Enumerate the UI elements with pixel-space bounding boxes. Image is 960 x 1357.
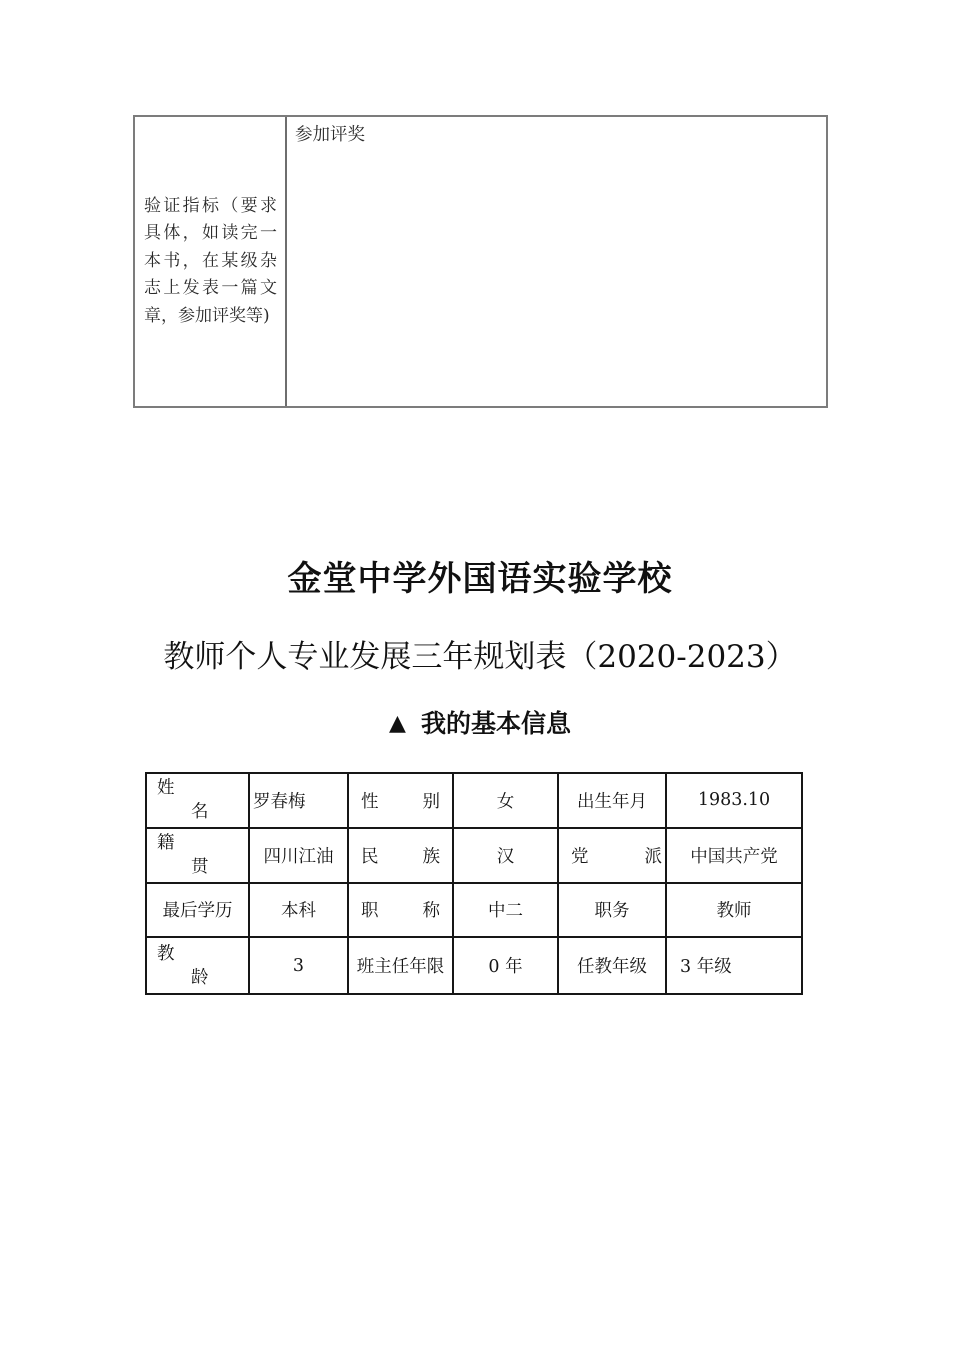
hometown-label-line1: 籍 [157, 833, 175, 854]
name-label-line1: 姓 [157, 778, 175, 799]
teaching-age-label-cell [147, 938, 250, 993]
gender-label-right: 别 [422, 791, 440, 812]
party-label-cell [559, 829, 667, 884]
hometown-value-cell: 四川江油 [250, 829, 349, 884]
name-label-cell [147, 774, 250, 829]
section-title: 我的基本信息 [420, 709, 571, 738]
birthdate-value-cell: 1983.10 [667, 774, 801, 829]
gender-label-left: 性 [361, 791, 379, 812]
teaching-grade-value-cell: 3 年级 [680, 957, 732, 978]
hometown-label-line2: 贯 [191, 857, 209, 878]
teaching-age-value-cell: 3 [250, 938, 349, 993]
duty-label-cell: 职务 [559, 884, 667, 939]
hometown-label-cell [147, 829, 250, 884]
teaching-age-label-line2: 龄 [191, 967, 209, 988]
school-title: 金堂中学外国语实验学校 [287, 559, 673, 599]
headteacher-years-value-cell: 0 年 [454, 938, 559, 993]
teaching-grade-label-cell: 任教年级 [559, 938, 667, 993]
name-value-cell: 罗春梅 [250, 774, 349, 829]
duty-value-cell: 教师 [667, 884, 801, 939]
party-value-cell: 中国共产党 [667, 829, 801, 884]
education-value-cell: 本科 [250, 884, 349, 939]
document-title: 教师个人专业发展三年规划表（2020-2023） [163, 639, 797, 675]
ethnicity-label-right: 族 [422, 846, 440, 867]
indicator-label-cell [135, 117, 287, 406]
teaching-age-label-line1: 教 [157, 943, 175, 964]
prof-title-label-right: 称 [422, 901, 440, 922]
education-label-cell: 最后学历 [147, 884, 250, 939]
name-label-line2: 名 [191, 802, 209, 823]
headteacher-years-label-cell: 班主任年限 [349, 938, 454, 993]
prof-title-value-cell: 中二 [454, 884, 559, 939]
indicator-content-cell [287, 117, 826, 406]
birthdate-label-cell: 出生年月 [559, 774, 667, 829]
prof-title-label-cell [349, 884, 454, 939]
gender-label-cell [349, 774, 454, 829]
ethnicity-label-cell [349, 829, 454, 884]
indicator-table [133, 115, 828, 408]
party-label-left: 党 [571, 846, 589, 867]
ethnicity-label-left: 民 [361, 846, 379, 867]
ethnicity-value-cell: 汉 [454, 829, 559, 884]
indicator-content-text: 参加评奖 [295, 125, 365, 145]
prof-title-label-left: 职 [361, 901, 379, 922]
triangle-icon: ▲ [389, 710, 406, 736]
indicator-label-text: 验证指标（要求具体，如读完一本书，在某级杂志上发表一篇文章，参加评奖等) [144, 195, 277, 326]
section-header [0, 704, 960, 740]
party-label-right: 派 [644, 846, 662, 867]
gender-value-cell: 女 [454, 774, 559, 829]
basic-info-table [145, 772, 803, 995]
